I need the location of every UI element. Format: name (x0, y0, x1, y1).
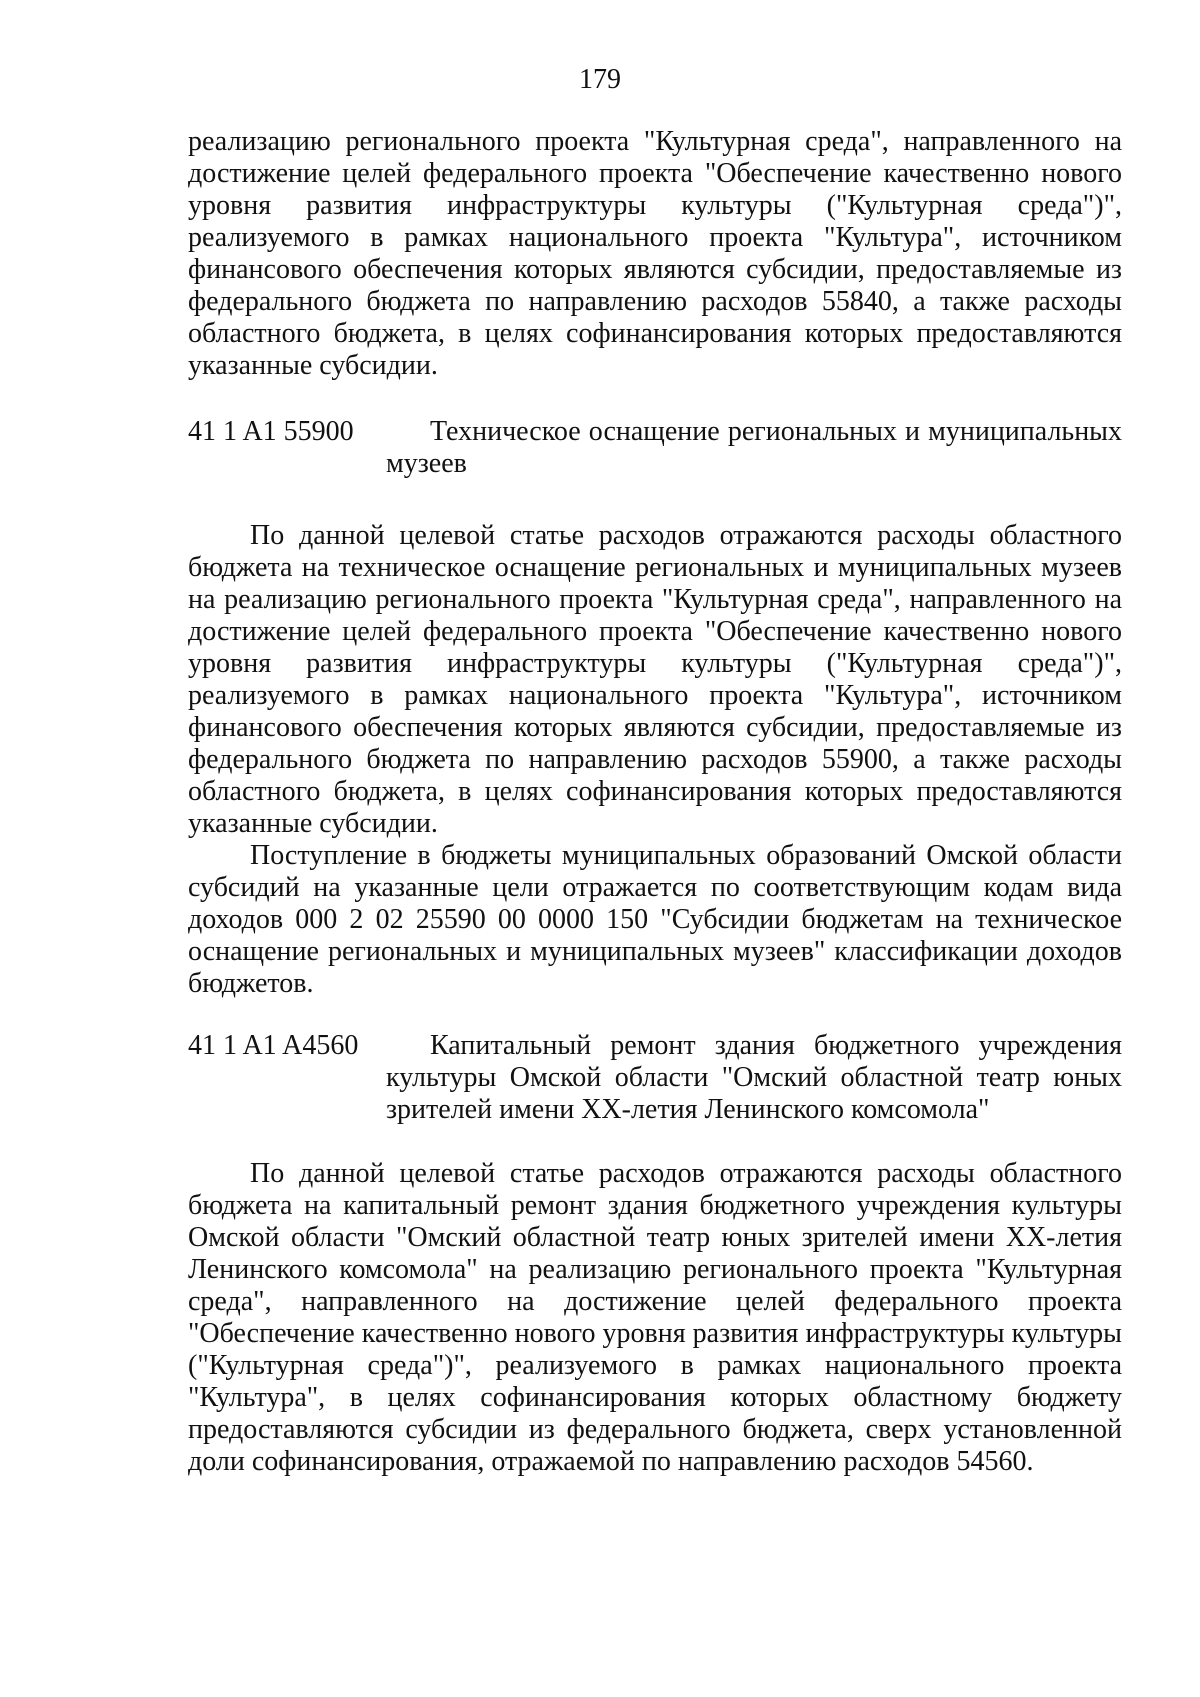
section-code: 41 1 A1 55900 (188, 416, 354, 447)
section-paragraph: По данной целевой статье расходов отражаются расходы областного бюджета на капитальный ремонт здания бюджетного учреждения культуры Омской области "Омский областной театр юных зрителей имени XX-летия Ленинского комсомола" на реализацию регионального проекта "Культурная среда", направленного на достижение целей федерального проекта "Обеспечение качественно нового уровня развития инфраструктуры культуры ("Культурная среда")", реализуемого в рамках национального проекта "Культура", в целях софинансирования которых областному бюджету предоставляются субсидии из федерального бюджета, сверх установленной доли софинансирования, отражаемой по направлению расходов 54560. (188, 1158, 1122, 1477)
page-number: 179 (579, 64, 621, 95)
intro-paragraph: реализацию регионального проекта "Культурная среда", направленного на достижение целей федерального проекта "Обеспечение качественно нового уровня развития инфраструктуры культуры ("Культурная среда")", реализуемого в рамках национального проекта "Культура", источником финансового обеспечения которых являются субсидии, предоставляемые из федерального бюджета по направлению расходов 55840, а также расходы областного бюджета, в целях софинансирования которых предоставляются указанные субсидии. (188, 126, 1122, 381)
section-header-a4560 (188, 1030, 1122, 1126)
section-paragraph: Поступление в бюджеты муниципальных образований Омской области субсидий на указанные цели отражается по соответствующим кодам вида доходов 000 2 02 25590 00 0000 150 "Субсидии бюджетам на техническое оснащение региональных и муниципальных музеев" классификации доходов бюджетов. (188, 840, 1122, 999)
section-title: Техническое оснащение региональных и муниципальных музеев (386, 416, 1122, 479)
section-code: 41 1 A1 A4560 (188, 1030, 359, 1061)
section-paragraph: По данной целевой статье расходов отражаются расходы областного бюджета на техническое оснащение региональных и муниципальных музеев на реализацию регионального проекта "Культурная среда", направленного на достижение целей федерального проекта "Обеспечение качественно нового уровня развития инфраструктуры культуры ("Культурная среда")", реализуемого в рамках национального проекта "Культура", источником финансового обеспечения которых являются субсидии, предоставляемые из федерального бюджета по направлению расходов 55900, а также расходы областного бюджета, в целях софинансирования которых предоставляются указанные субсидии. (188, 520, 1122, 839)
section-header-55900 (188, 416, 1122, 480)
section-title: Капитальный ремонт здания бюджетного учреждения культуры Омской области "Омский областной театр юных зрителей имени XX-летия Ленинского комсомола" (386, 1030, 1122, 1125)
